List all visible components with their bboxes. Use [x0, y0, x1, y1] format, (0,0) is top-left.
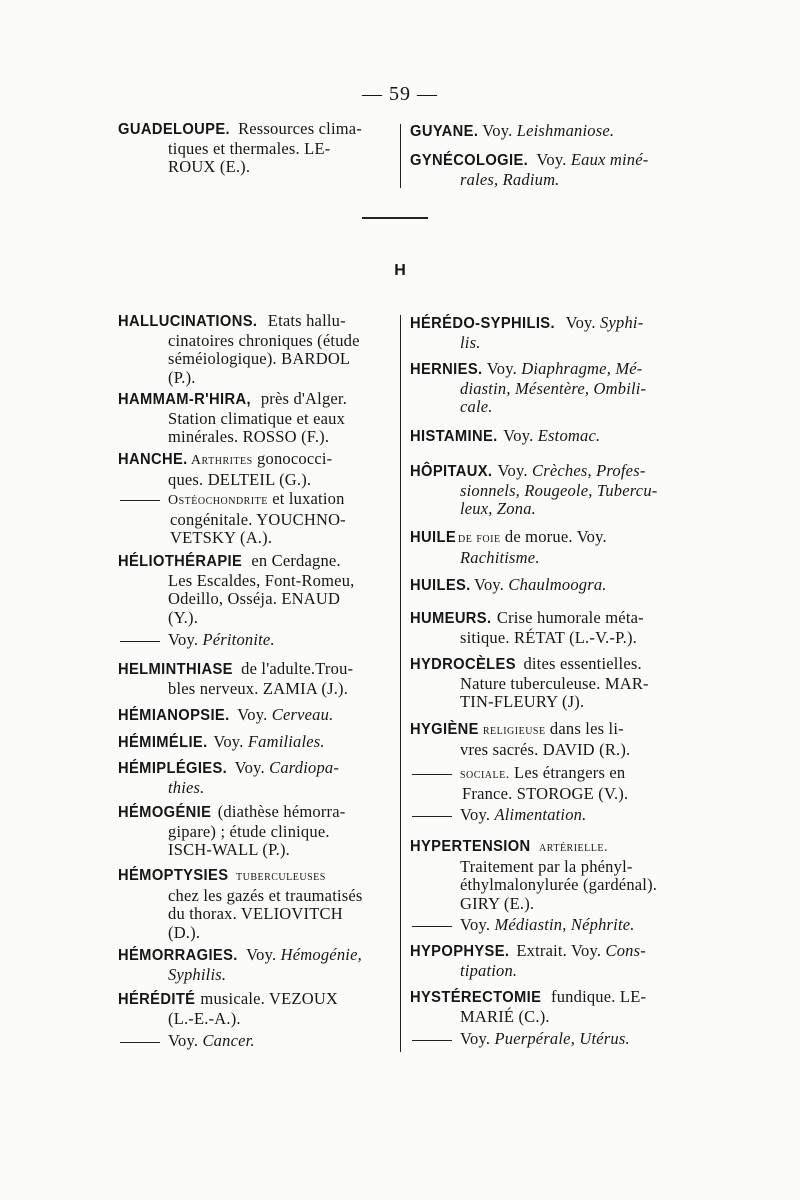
entry-hallucinations: HALLUCINATIONS. Etats hallu- cinatoires chroniques (étude séméiologique). BARDOL (P.).	[118, 311, 360, 387]
entry-helminthiase: HELMINTHIASE de l'adulte.Trou- bles nerveux. ZAMIA (J.).	[118, 659, 354, 698]
entry-hemimelie: HÉMIMÉLIE. Voy. Familiales.	[118, 732, 325, 751]
entry-hemiplegies: HÉMIPLÉGIES. Voy. Cardiopa- thies.	[118, 758, 340, 797]
entry-hypertension: HYPERTENSION artérielle. Traitement par la phényl- éthylmalonylurée (gardénal). GIRY (E.).	[410, 838, 658, 913]
entry-histamine: HISTAMINE. Voy. Estomac.	[410, 426, 601, 445]
entry-huiles: HUILES. Voy. Chaulmoogra.	[410, 575, 607, 594]
entry-hammam-rhira: HAMMAM-R'HIRA, près d'Alger. Station climatique et eaux minérales. ROSSO (F.).	[118, 389, 348, 446]
entry-hemianopsie: HÉMIANOPSIE. Voy. Cerveau.	[118, 705, 334, 724]
entry-guadeloupe: GUADELOUPE. Ressources clima- tiques et thermales. LE- ROUX (E.).	[118, 119, 362, 176]
entry-huile: HUILE de foie de morue. Voy. Rachitisme.	[410, 527, 607, 567]
entry-hysterectomie-voy: Voy. Puerpérale, Utérus.	[410, 1030, 690, 1049]
entry-hypophyse: HYPOPHYSE. Extrait. Voy. Cons- tipation.	[410, 941, 646, 980]
entry-heliotherapie-voy: Voy. Péritonite.	[118, 631, 394, 650]
entry-hopitaux: HÔPITAUX. Voy. Crèches, Profes- sionnels, Rougeole, Tubercu- leux, Zona.	[410, 461, 658, 518]
section-separator	[362, 217, 428, 219]
entry-hydroceles: HYDROCÈLES dites essentielles. Nature tuberculeuse. MAR- TIN-FLEURY (J).	[410, 654, 649, 711]
column-divider-main	[400, 315, 401, 1052]
entry-head: GUADELOUPE.	[118, 121, 231, 138]
section-letter: H	[394, 262, 406, 279]
entry-guyane: GUYANE. Voy. Leishmaniose.	[410, 121, 615, 140]
entry-heliotherapie: HÉLIOTHÉRAPIE en Cerdagne. Les Escaldes, Font-Romeu, Odeillo, Osséja. ENAUD (Y.).	[118, 551, 355, 627]
entry-hemoptysies: HÉMOPTYSIES tuberculeuses chez les gazés et traumatisés du thorax. VELIOVITCH (D.).	[118, 867, 363, 942]
entry-hygiene-sociale: sociale. Les étrangers en France. STOROGE (V.).	[410, 764, 690, 803]
entry-hygiene-voy: Voy. Alimentation.	[410, 806, 690, 825]
entry-gynecologie: GYNÉCOLOGIE. Voy. Eaux miné- rales, Radium.	[410, 150, 649, 189]
entry-hernies: HERNIES. Voy. Diaphragme, Mé- diastin, Mésentère, Ombili- cale.	[410, 359, 647, 416]
entry-heredite: HÉRÉDITÉ musicale. VEZOUX (L.-E.-A.).	[118, 989, 339, 1028]
entry-hysterectomie: HYSTÉRECTOMIE fundique. LE- MARIÉ (C.).	[410, 987, 647, 1026]
entry-humeurs: HUMEURS. Crise humorale méta- sitique. RÉTAT (L.-V.-P.).	[410, 608, 644, 647]
entry-heredite-voy: Voy. Cancer.	[118, 1032, 394, 1051]
entry-hanche-osteochondrite: Ostéochondrite et luxation congénitale. YOUCHNO- VETSKY (A.).	[118, 490, 394, 548]
entry-hanche: HANCHE. Arthrites gonococci- ques. DELTEIL (G.).	[118, 449, 333, 489]
column-divider-top	[400, 124, 401, 188]
entry-heredo-syphilis: HÉRÉDO-SYPHILIS. Voy. Syphi- lis.	[410, 313, 644, 352]
entry-hemogenie: HÉMOGÉNIE (diathèse hémorra- gipare) ; étude clinique. ISCH-WALL (P.).	[118, 802, 346, 859]
entry-hypertension-voy: Voy. Médiastin, Néphrite.	[410, 916, 690, 935]
page-number: — 59 —	[362, 83, 438, 105]
dash	[120, 500, 160, 501]
entry-hemorragies: HÉMORRAGIES. Voy. Hémogénie, Syphilis.	[118, 945, 362, 984]
entry-hygiene: HYGIÈNE religieuse dans les li- vres sacrés. DAVID (R.).	[410, 719, 631, 759]
